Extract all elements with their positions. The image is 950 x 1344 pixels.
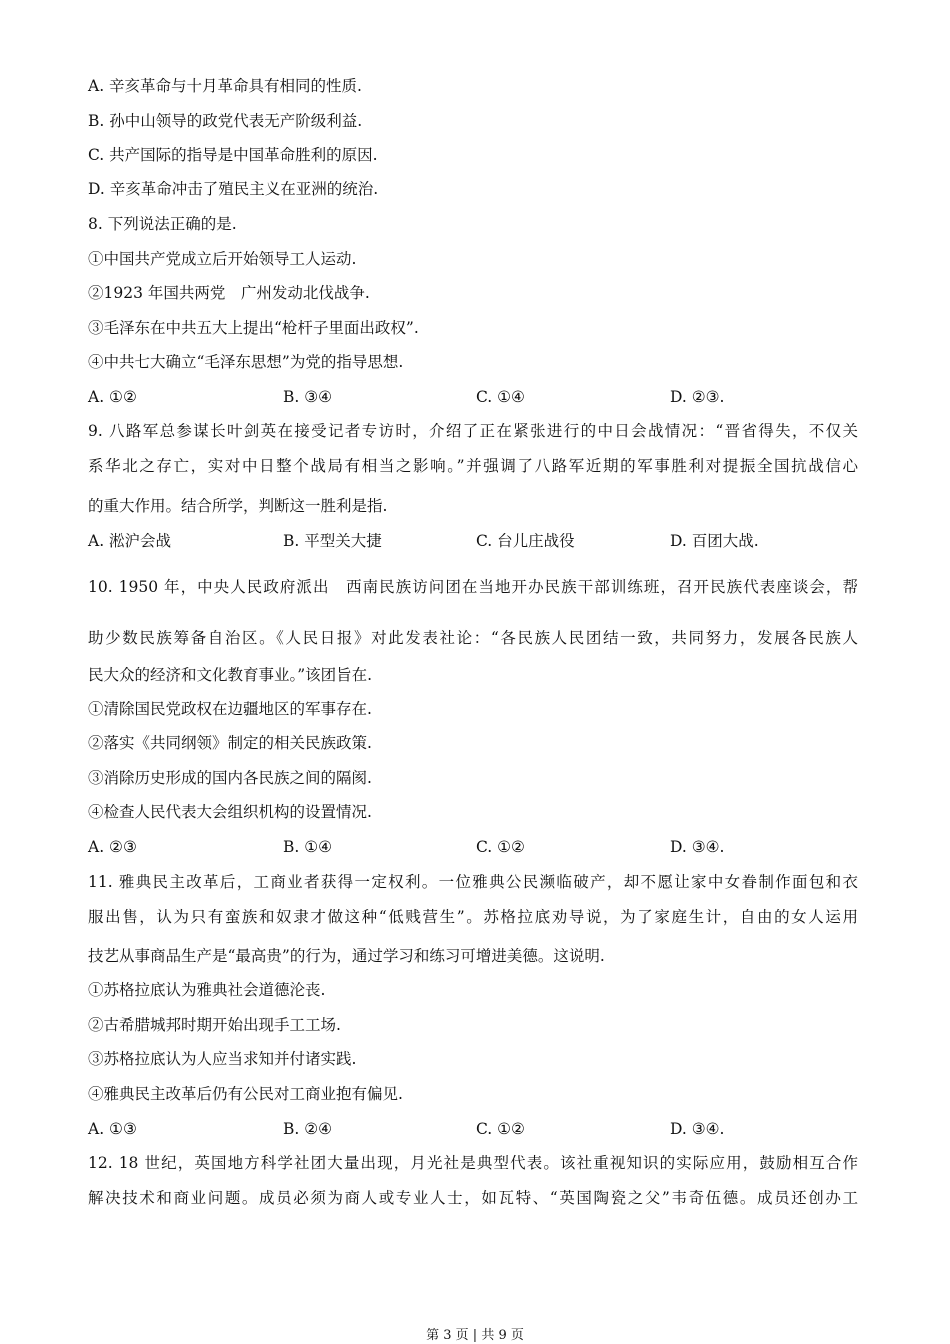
text-line: ④检查人民代表大会组织机构的设置情况. bbox=[88, 803, 372, 821]
text-line: 服出售，认为只有蛮族和奴隶才做这种“低贱营生”。苏格拉底劝导说，为了家庭生计，自由的女人运用 bbox=[88, 908, 858, 926]
text-line: 解决技术和商业问题。成员必须为商人或专业人士，如瓦特、“英国陶瓷之父”韦奇伍德。成员还创办工 bbox=[88, 1189, 858, 1207]
answer-option-b: B. 平型关大捷 bbox=[283, 532, 382, 550]
text-line: D. 辛亥革命冲击了殖民主义在亚洲的统治. bbox=[88, 180, 379, 198]
answer-option-b: B. ③④ bbox=[283, 388, 333, 406]
answer-option-b: B. ②④ bbox=[283, 1120, 333, 1138]
text-line: C. 共产国际的指导是中国革命胜利的原因. bbox=[88, 146, 378, 164]
answer-option-c: C. ①② bbox=[476, 1120, 525, 1138]
text-line: ②落实《共同纲领》制定的相关民族政策. bbox=[88, 734, 372, 752]
text-line: ③消除历史形成的国内各民族之间的隔阂. bbox=[88, 769, 372, 787]
text-line: ③苏格拉底认为人应当求知并付诸实践. bbox=[88, 1050, 357, 1068]
answer-option-c: C. ①④ bbox=[476, 388, 525, 406]
text-line: ③毛泽东在中共五大上提出“枪杆子里面出政权”. bbox=[88, 319, 419, 337]
text-line: 9. 八路军总参谋长叶剑英在接受记者专访时，介绍了正在紧张进行的中日会战情况：“晋省得失，不仅关 bbox=[88, 422, 858, 440]
text-line: ②古希腊城邦时期开始出现手工工场. bbox=[88, 1016, 341, 1034]
text-line: B. 孙中山领导的政党代表无产阶级利益. bbox=[88, 112, 363, 130]
text-line: 系华北之存亡，实对中日整个战局有相当之影响。”并强调了八路军近期的军事胜利对提振全国抗战信心 bbox=[88, 457, 858, 475]
answer-option-c: C. ①② bbox=[476, 838, 525, 856]
text-line: ④中共七大确立“毛泽东思想”为党的指导思想. bbox=[88, 353, 404, 371]
text-line: ②1923 年国共两党 广州发动北伐战争. bbox=[88, 284, 370, 302]
answer-option-a: A. ②③ bbox=[88, 838, 137, 856]
answer-option-a: A. 淞沪会战 bbox=[88, 532, 172, 550]
text-line: 民大众的经济和文化教育事业。”该团旨在. bbox=[88, 666, 373, 684]
text-line: ①苏格拉底认为雅典社会道德沦丧. bbox=[88, 981, 326, 999]
answer-option-d: D. ③④. bbox=[670, 1120, 725, 1138]
text-line: 12. 18 世纪，英国地方科学社团大量出现，月光社是典型代表。该社重视知识的实际应用，鼓励相互合作 bbox=[88, 1154, 858, 1172]
text-line: 8. 下列说法正确的是. bbox=[88, 215, 237, 233]
text-line: 助少数民族筹备自治区。《人民日报》对此发表社论：“各民族人民团结一致，共同努力，发展各民族人 bbox=[88, 629, 858, 647]
answer-option-a: A. ①② bbox=[88, 388, 137, 406]
answer-option-a: A. ①③ bbox=[88, 1120, 137, 1138]
text-line: ①中国共产党成立后开始领导工人运动. bbox=[88, 250, 357, 268]
text-line: A. 辛亥革命与十月革命具有相同的性质. bbox=[88, 77, 362, 95]
text-line: 技艺从事商品生产是“最高贵”的行为，通过学习和练习可增进美德。这说明. bbox=[88, 947, 605, 965]
answer-option-b: B. ①④ bbox=[283, 838, 333, 856]
answer-option-d: D. ②③. bbox=[670, 388, 725, 406]
text-line: 10. 1950 年，中央人民政府派出 西南民族访问团在当地开办民族干部训练班，召开民族代表座谈会，帮 bbox=[88, 578, 858, 596]
text-line: 11. 雅典民主改革后，工商业者获得一定权利。一位雅典公民濒临破产，却不愿让家中女眷制作面包和衣 bbox=[88, 873, 858, 891]
answer-option-d: D. ③④. bbox=[670, 838, 725, 856]
page-footer: 第 3 页 | 共 9 页 bbox=[426, 1328, 524, 1343]
text-line: 的重大作用。结合所学，判断这一胜利是指. bbox=[88, 497, 388, 515]
answer-option-c: C. 台儿庄战役 bbox=[476, 532, 575, 550]
text-line: ①清除国民党政权在边疆地区的军事存在. bbox=[88, 700, 372, 718]
answer-option-d: D. 百团大战. bbox=[670, 532, 759, 550]
text-line: ④雅典民主改革后仍有公民对工商业抱有偏见. bbox=[88, 1085, 403, 1103]
